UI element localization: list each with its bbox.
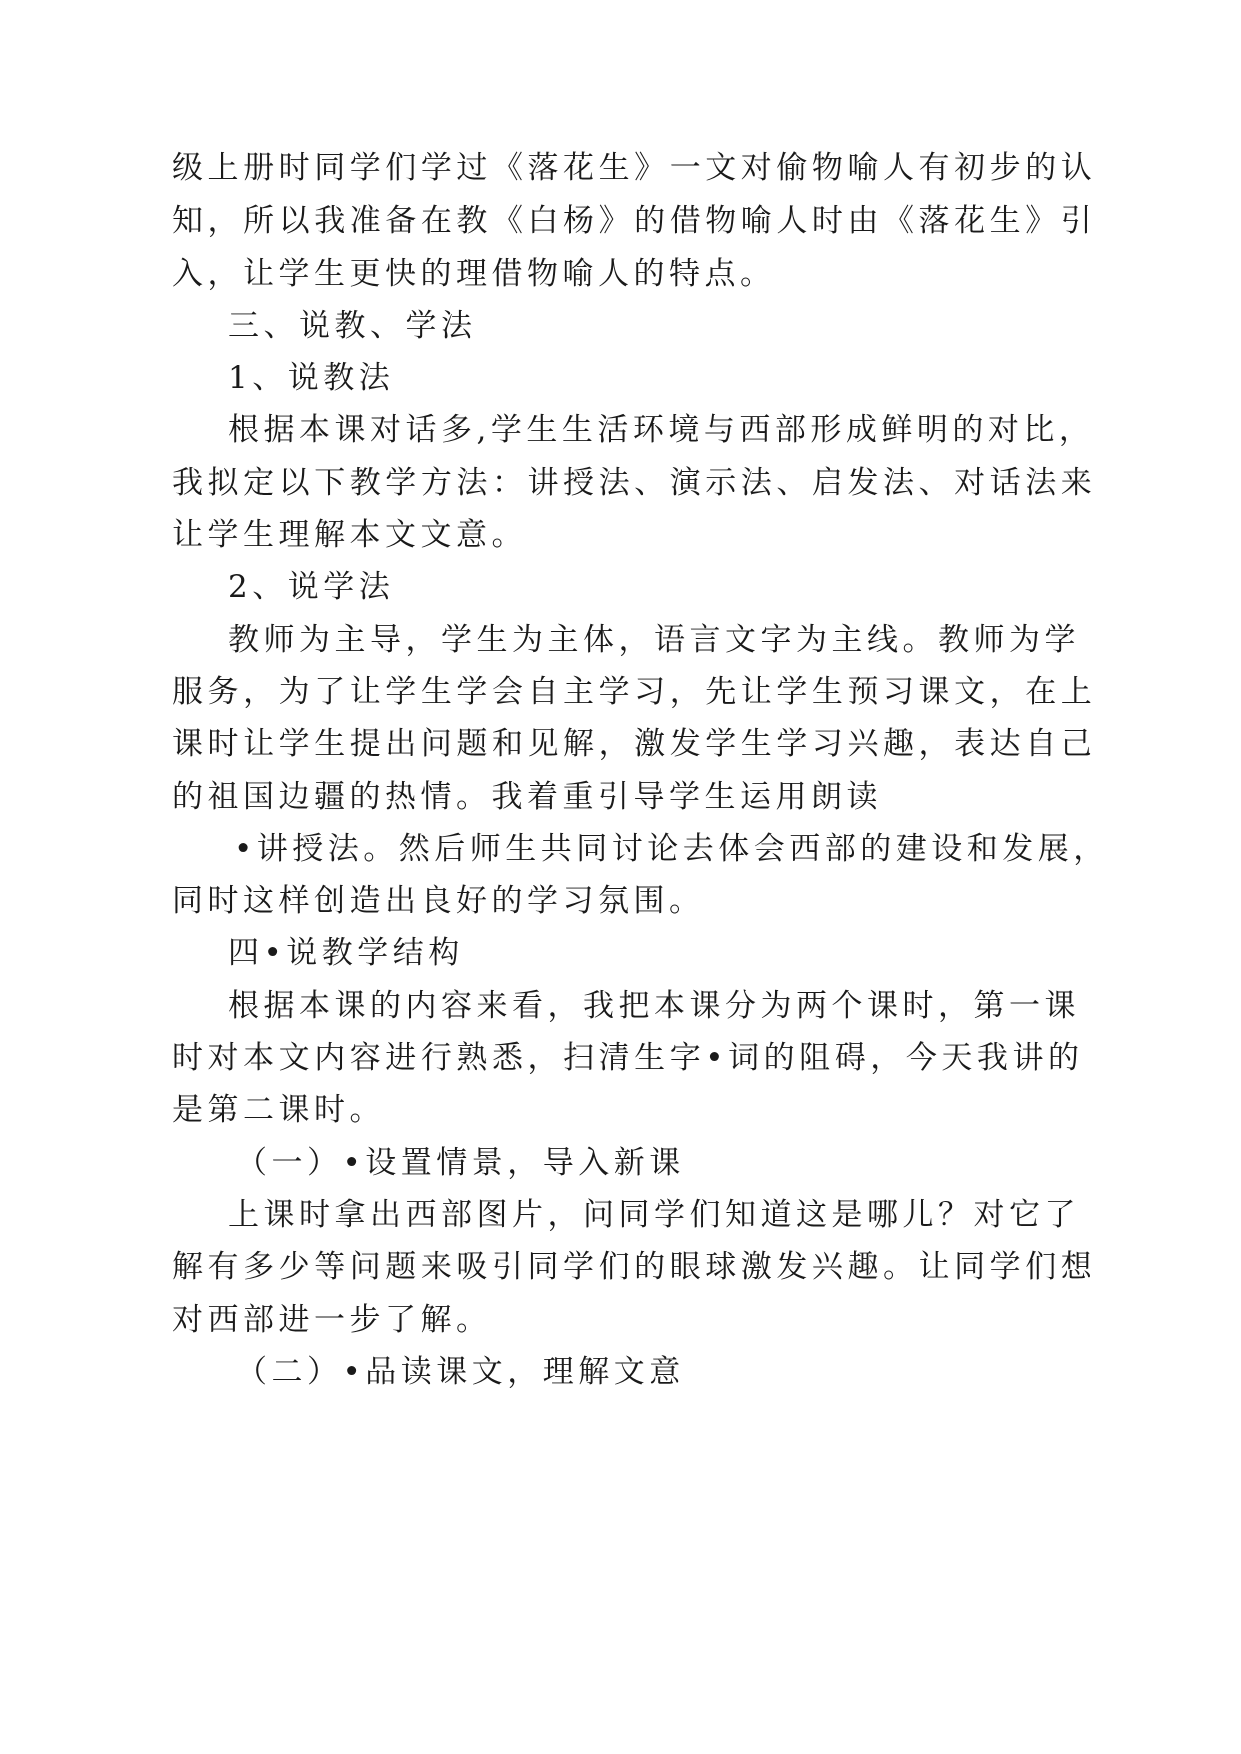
- body-text-line: 让学生理解本文文意。: [172, 517, 527, 553]
- body-text-line: 我拟定以下教学方法：讲授法、演示法、启发法、对话法来: [172, 465, 1097, 501]
- body-text-line: 教师为主导，学生为主体，语言文字为主线。教师为学: [228, 622, 1080, 658]
- body-text-line: 是第二课时。: [172, 1092, 385, 1128]
- body-text-line: 同时这样创造出良好的学习氛围。: [172, 883, 705, 919]
- section-heading: 三、说教、学法: [228, 308, 477, 344]
- section-heading: 四•说教学结构: [228, 935, 464, 971]
- body-text-line: 时对本文内容进行熟悉，扫清生字•词的阻碍，今天我讲的: [172, 1040, 1084, 1076]
- body-text-line: 知，所以我准备在教《白杨》的借物喻人时由《落花生》引: [172, 203, 1097, 239]
- body-text-line: 服务，为了让学生学会自主学习，先让学生预习课文，在上: [172, 674, 1097, 710]
- body-text-line: 根据本课的内容来看，我把本课分为两个课时，第一课: [228, 988, 1080, 1024]
- subsection-heading: 2、说学法: [228, 569, 395, 605]
- subsection-heading: （一）•设置情景，导入新课: [236, 1145, 685, 1181]
- body-text-line: 对西部进一步了解。: [172, 1302, 492, 1338]
- body-text-line: 课时让学生提出问题和见解，激发学生学习兴趣，表达自己: [172, 726, 1097, 762]
- body-text-line: •讲授法。然后师生共同讨论去体会西部的建设和发展，: [234, 831, 1109, 867]
- body-text-line: 解有多少等问题来吸引同学们的眼球激发兴趣。让同学们想: [172, 1249, 1097, 1285]
- subsection-heading: 1、说教法: [228, 360, 395, 396]
- body-text-line: 的祖国边疆的热情。我着重引导学生运用朗读: [172, 779, 882, 815]
- body-text-line: 上课时拿出西部图片，问同学们知道这是哪儿？对它了: [228, 1197, 1080, 1233]
- body-text-line: 入，让学生更快的理借物喻人的特点。: [172, 256, 776, 292]
- body-text-line: 根据本课对话多,学生生活环境与西部形成鲜明的对比，: [228, 412, 1095, 448]
- subsection-heading: （二）•品读课文，理解文意: [236, 1354, 685, 1390]
- body-text-line: 级上册时同学们学过《落花生》一文对偷物喻人有初步的认: [172, 150, 1097, 186]
